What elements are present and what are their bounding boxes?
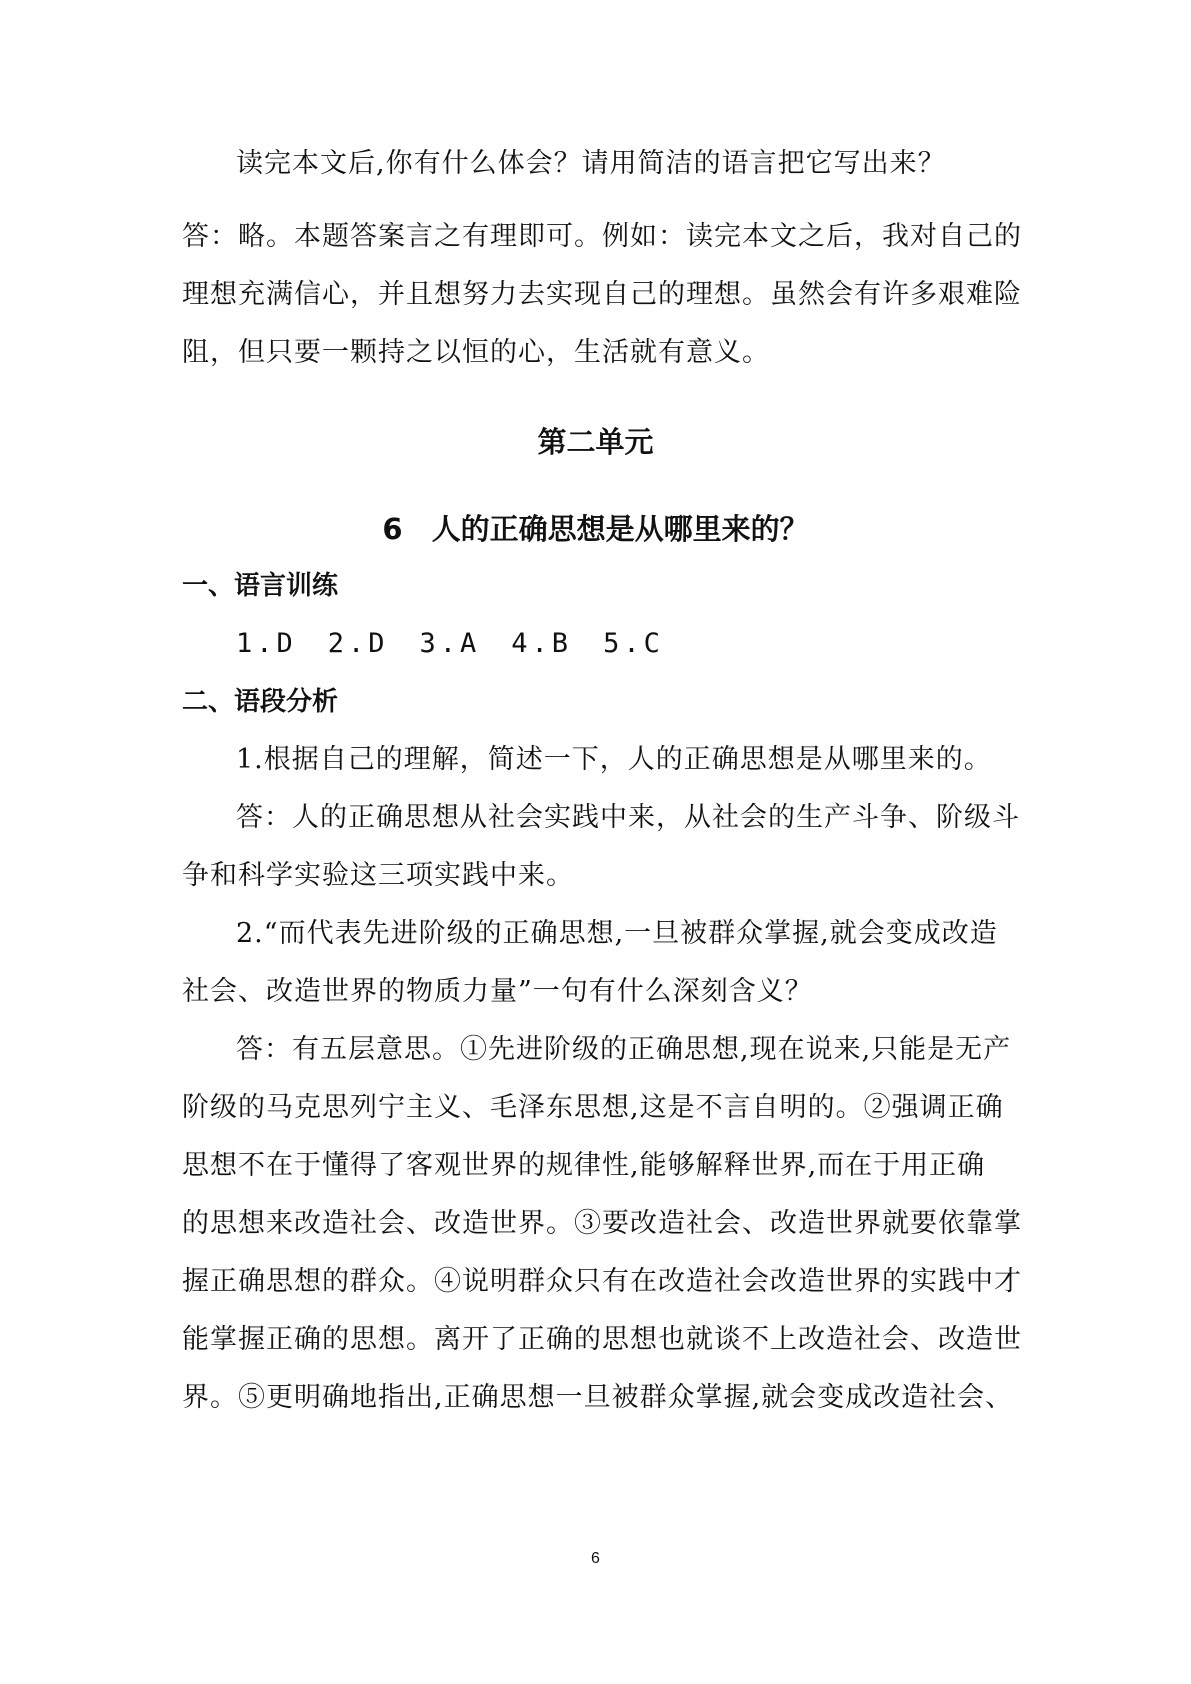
answer-top-line-2: 理想充满信心，并且想努力去实现自己的理想。虽然会有许多艰难险	[182, 279, 1022, 310]
answer-1-line-2: 争和科学实验这三项实践中来。	[182, 860, 574, 891]
answer-2-line-5: 握正确思想的群众。④说明群众只有在改造社会改造世界的实践中才	[182, 1266, 1022, 1297]
section-paragraph-analysis-title: 二、语段分析	[182, 687, 339, 717]
section-language-training-title: 一、语言训练	[182, 571, 339, 601]
answer-2-line-3: 思想不在于懂得了客观世界的规律性,能够解释世界,而在于用正确	[182, 1150, 986, 1181]
answer-2-line-7: 界。⑤更明确地指出,正确思想一旦被群众掌握,就会变成改造社会、	[182, 1382, 1014, 1413]
answer-2-line-2: 阶级的马克思列宁主义、毛泽东思想,这是不言自明的。②强调正确	[182, 1092, 1004, 1123]
lesson-title: 6 人的正确思想是从哪里来的？	[382, 512, 809, 546]
page-number: 6	[591, 1550, 600, 1567]
answer-2-line-1: 答：有五层意思。①先进阶级的正确思想,现在说来,只能是无产	[236, 1034, 1012, 1065]
answer-2-line-4: 的思想来改造社会、改造世界。③要改造社会、改造世界就要依靠掌	[182, 1208, 1022, 1239]
answer-top-line-1: 答：略。本题答案言之有理即可。例如：读完本文之后，我对自己的	[182, 221, 1022, 252]
answer-1-line-1: 答：人的正确思想从社会实践中来，从社会的生产斗争、阶级斗	[236, 802, 1020, 833]
unit-title: 第二单元	[537, 425, 654, 459]
question-2-line-1: 2.“而代表先进阶级的正确思想,一旦被群众掌握,就会变成改造	[236, 918, 998, 949]
question-1: 1.根据自己的理解，简述一下，人的正确思想是从哪里来的。	[236, 744, 992, 775]
question-2-line-2: 社会、改造世界的物质力量”一句有什么深刻含义？	[182, 976, 813, 1007]
language-training-answers: 1.D 2.D 3.A 4.B 5.C	[236, 628, 664, 659]
answer-2-line-6: 能掌握正确的思想。离开了正确的思想也就谈不上改造社会、改造世	[182, 1324, 1022, 1355]
answer-top-line-3: 阻，但只要一颗持之以恒的心，生活就有意义。	[182, 337, 770, 368]
question-top: 读完本文后,你有什么体会？请用简洁的语言把它写出来？	[236, 148, 946, 179]
